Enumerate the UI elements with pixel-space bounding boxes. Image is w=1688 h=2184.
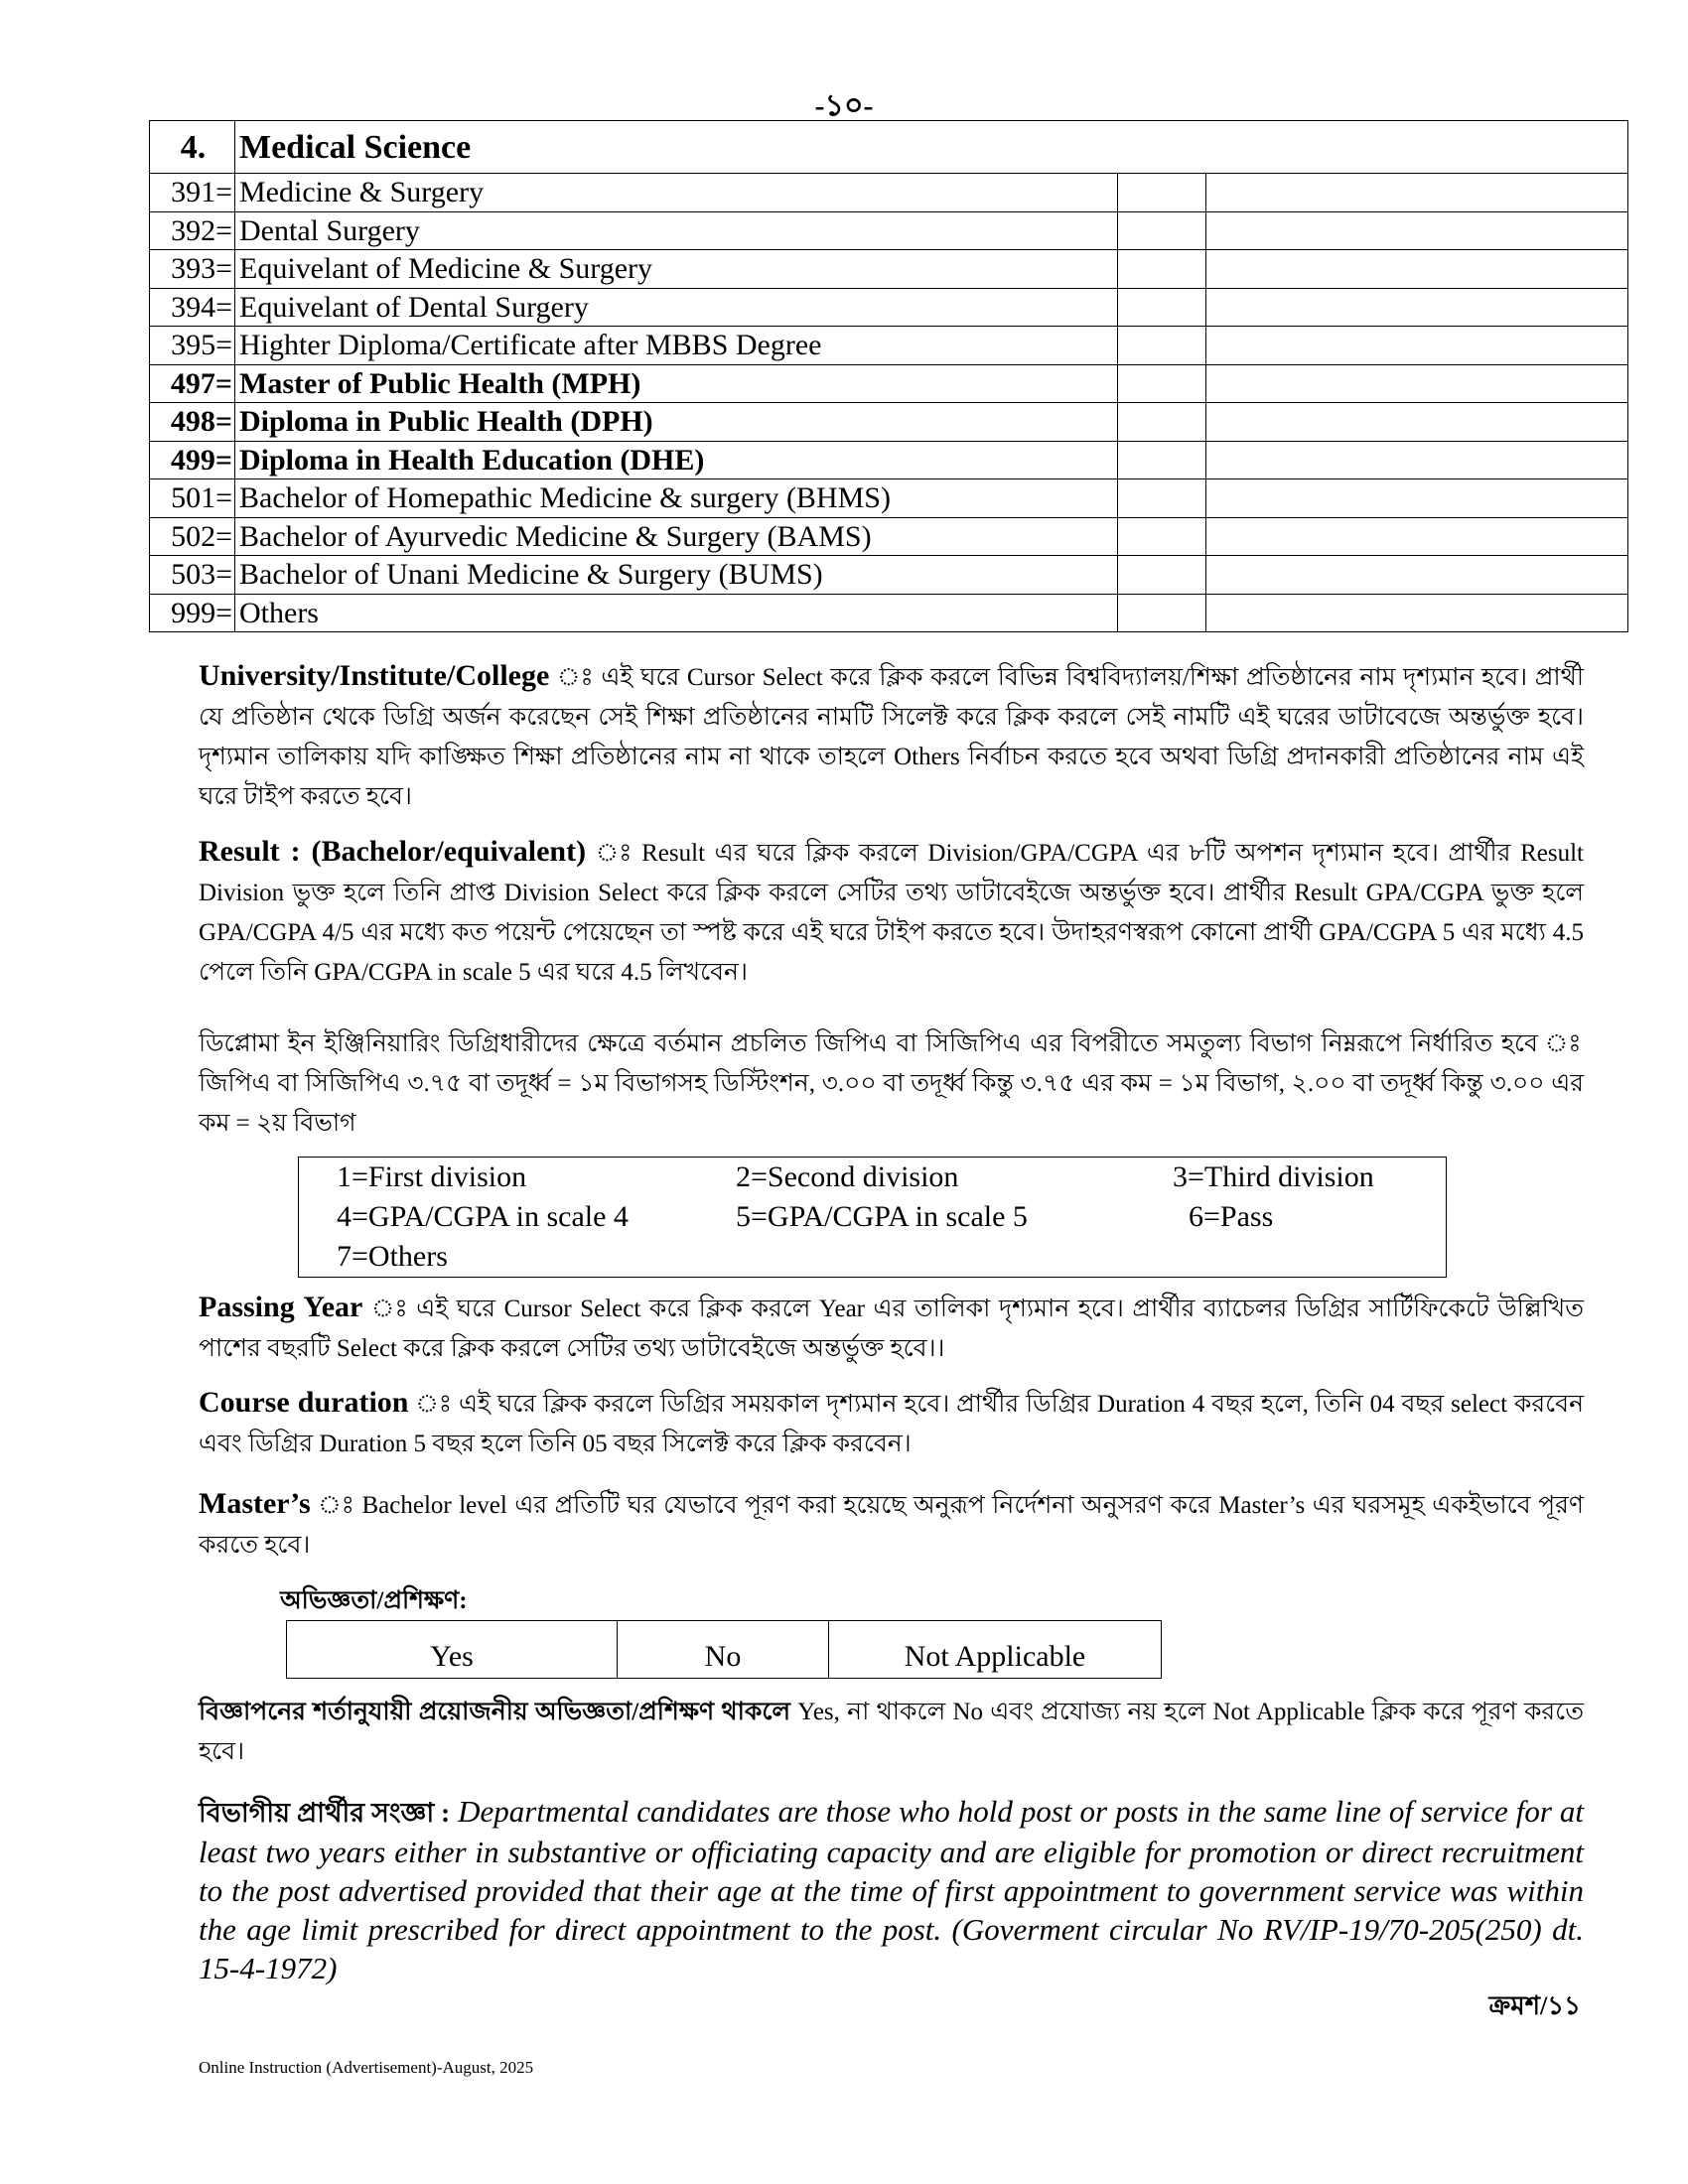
result-text: ঃ Result এর ঘরে ক্লিক করলে Division/GPA/CGPA এর ৮টি অপশন দৃশ্যমান হবে। প্রার্থীর Result Division ভুক্ত হলে তিনি প্রাপ্ত Division Select করে ক্লিক করলে সেটির তথ্য ডাটাবেইজে অন্তর্ভুক্ত হবে। প্রার্থীর Result GPA/CGPA ভুক্ত হলে GPA/CGPA 4/5 এর মধ্যে কত পয়েন্ট পেয়েছেন তা স্পষ্ট করে এই ঘরে টাইপ করতে হবে। উদাহরণস্বরূপ কোনো প্রার্থী GPA/CGPA 5 এর মধ্যে 4.5 পেলে তিনি GPA/CGPA in scale 5 এর ঘরে 4.5 লিখবেন। [199,840,1584,986]
experience-na-option[interactable]: Not Applicable [904,1640,1086,1673]
experience-note-bold: বিজ্ঞাপনের শর্তানুযায়ী প্রয়োজনীয় অভিজ্ঞতা/প্রশিক্ষণ থাকলে [199,1699,790,1725]
result-label: Result : (Bachelor/equivalent) [199,835,587,868]
blank-cell [1206,327,1628,365]
table-row [150,174,1628,212]
degree-name: Bachelor of Homepathic Medicine & surgery (BHMS) [235,479,1118,518]
blank-cell [1206,250,1628,289]
degree-name: Diploma in Public Health (DPH) [235,403,1118,442]
medical-science-table [149,120,1628,632]
passing-year-label: Passing Year [199,1291,363,1323]
university-label: University/Institute/College [199,659,550,692]
table-row [150,288,1628,327]
result-option-5: 5=GPA/CGPA in scale 5 [736,1200,1028,1233]
degree-code: 501= [150,479,235,518]
degree-name: Equivelant of Dental Surgery [235,288,1118,327]
blank-cell [1118,517,1206,556]
experience-title: অভিজ্ঞতা/প্রশিক্ষণ: [280,1587,468,1614]
experience-yes-option[interactable]: Yes [287,1621,618,1678]
departmental-definition [199,1792,1584,1987]
blank-cell [1118,403,1206,442]
blank-cell [1206,174,1628,212]
blank-cell [1118,327,1206,365]
university-instruction [199,656,1584,817]
blank-cell [1206,211,1628,250]
degree-code: 391= [150,174,235,212]
passing-year-instruction [199,1288,1584,1369]
diploma-note: ডিপ্লোমা ইন ইঞ্জিনিয়ারিং ডিগ্রিধারীদের ক্ষেত্রে বর্তমান প্রচলিত জিপিএ বা সিজিপিএ এর বিপরীতে সমতুল্য বিভাগ নিম্নরূপে নির্ধারিত হবে ঃ জিপিএ বা সিজিপিএ ৩.৭৫ বা তদূর্ধ্ব = ১ম বিভাগসহ ডিস্টিংশন, ৩.০০ বা তদূর্ধ্ব কিন্তু ৩.৭৫ এর কম = ১ম বিভাগ, ২.০০ বা তদূর্ধ্ব কিন্তু ৩.০০ এর কম = ২য় বিভাগ [199,1030,1584,1137]
result-option-3: 3=Third division [1173,1160,1374,1193]
table-row [150,517,1628,556]
degree-code: 394= [150,288,235,327]
blank-cell [1206,441,1628,479]
degree-code: 395= [150,327,235,365]
table-row [150,364,1628,403]
degree-code: 999= [150,594,235,632]
degree-code: 393= [150,250,235,289]
degree-name: Bachelor of Ayurvedic Medicine & Surgery (BAMS) [235,517,1118,556]
blank-cell [1118,250,1206,289]
degree-code: 497= [150,364,235,403]
blank-cell [1118,441,1206,479]
result-option-7: 7=Others [337,1240,448,1273]
table-row [150,250,1628,289]
blank-cell [1118,211,1206,250]
blank-cell [1118,288,1206,327]
continued-marker: ক্রমশ/১১ [1488,1991,1581,2020]
blank-cell [1118,556,1206,595]
table-row [150,556,1628,595]
degree-code: 503= [150,556,235,595]
course-duration-instruction [199,1383,1584,1464]
course-duration-text: ঃ এই ঘরে ক্লিক করলে ডিগ্রির সময়কাল দৃশ্যমান হবে। প্রার্থীর ডিগ্রির Duration 4 বছর হলে, তিনি 04 বছর select করবেন এবং ডিগ্রির Duration 5 বছর হলে তিনি 05 বছর সিলেক্ট করে ক্লিক করবেন। [199,1391,1585,1457]
result-option-6: 6=Pass [1189,1200,1274,1233]
result-options-box [298,1157,1447,1278]
blank-cell [1206,364,1628,403]
section-number: 4. [150,121,235,174]
passing-year-text: ঃ এই ঘরে Cursor Select করে ক্লিক করলে Year এর তালিকা দৃশ্যমান হবে। প্রার্থীর ব্যাচেলর ডিগ্রির সার্টিফিকেটে উল্লিখিত পাশের বছরটি Select করে ক্লিক করলে সেটির তথ্য ডাটাবেইজে অন্তর্ভুক্ত হবে।। [199,1296,1584,1362]
masters-label: Master’s [199,1487,311,1520]
degree-name: Medicine & Surgery [235,174,1118,212]
blank-cell [1118,479,1206,518]
blank-cell [1206,517,1628,556]
table-header-row [150,121,1628,174]
degree-code: 502= [150,517,235,556]
departmental-text: Departmental candidates are those who hold post or posts in the same line of service for at least two years either in substantive or officiating capacity and are eligible for promotion or direct recruitment to the post advertised provided that their age at the time of first appointment to government service was within the age limit prescribed for direct appointment to the post. (Goverment circular No RV/IP-19/70-205(250) dt. 15-4-1972) [199,1794,1584,1985]
departmental-label: বিভাগীয় প্রার্থীর সংজ্ঞা : [199,1798,451,1828]
blank-cell [1206,556,1628,595]
table-row [150,594,1628,632]
table-row [150,403,1628,442]
table-row [150,211,1628,250]
experience-options [286,1620,1162,1679]
experience-no-option[interactable]: No [618,1621,829,1678]
degree-name: Diploma in Health Education (DHE) [235,441,1118,479]
university-text: ঃ এই ঘরে Cursor Select করে ক্লিক করলে বিভিন্ন বিশ্ববিদ্যালয়/শিক্ষা প্রতিষ্ঠানের নাম দৃশ্যমান হবে। প্রার্থী যে প্রতিষ্ঠান থেকে ডিগ্রি অর্জন করেছেন সেই শিক্ষা প্রতিষ্ঠানের নামটি সিলেক্ট করে ক্লিক করলে সেই নামটি এই ঘরের ডাটাবেজে অন্তর্ভুক্ত হবে। দৃশ্যমান তালিকায় যদি কাঙ্ক্ষিত শিক্ষা প্রতিষ্ঠানের নাম না থাকে তাহলে Others নির্বাচন করতে হবে অথবা ডিগ্রি প্রদানকারী প্রতিষ্ঠানের নাম এই ঘরে টাইপ করতে হবে। [199,664,1584,810]
degree-code: 499= [150,441,235,479]
degree-code: 392= [150,211,235,250]
degree-name: Dental Surgery [235,211,1118,250]
result-option-1: 1=First division [337,1160,527,1193]
blank-cell [1206,594,1628,632]
result-option-4: 4=GPA/CGPA in scale 4 [337,1200,629,1233]
result-option-2: 2=Second division [736,1160,959,1193]
degree-name: Master of Public Health (MPH) [235,364,1118,403]
blank-cell [1206,479,1628,518]
blank-cell [1118,594,1206,632]
masters-instruction [199,1484,1584,1566]
blank-cell [1118,174,1206,212]
table-row [150,441,1628,479]
page-number: -১০- [814,89,874,122]
degree-name: Highter Diploma/Certificate after MBBS Degree [235,327,1118,365]
degree-name: Bachelor of Unani Medicine & Surgery (BUMS) [235,556,1118,595]
blank-cell [1206,288,1628,327]
page-footer: Online Instruction (Advertisement)-August, 2025 [199,2058,534,2077]
table-row [150,479,1628,518]
experience-note [199,1693,1584,1772]
table-row [150,327,1628,365]
result-instruction [199,832,1584,993]
experience-note-text: Yes, না থাকলে No এবং প্রযোজ্য নয় হলে Not Applicable ক্লিক করে পূরণ করতে হবে। [199,1699,1584,1765]
degree-name: Others [235,594,1118,632]
section-title: Medical Science [235,121,1628,174]
degree-code: 498= [150,403,235,442]
blank-cell [1118,364,1206,403]
blank-cell [1206,403,1628,442]
degree-name: Equivelant of Medicine & Surgery [235,250,1118,289]
course-duration-label: Course duration [199,1386,409,1419]
masters-text: ঃ Bachelor level এর প্রতিটি ঘর যেভাবে পূরণ করা হয়েছে অনুরূপ নির্দেশনা অনুসরণ করে Master’s এর ঘরসমূহ একইভাবে পূরণ করতে হবে। [199,1492,1584,1559]
